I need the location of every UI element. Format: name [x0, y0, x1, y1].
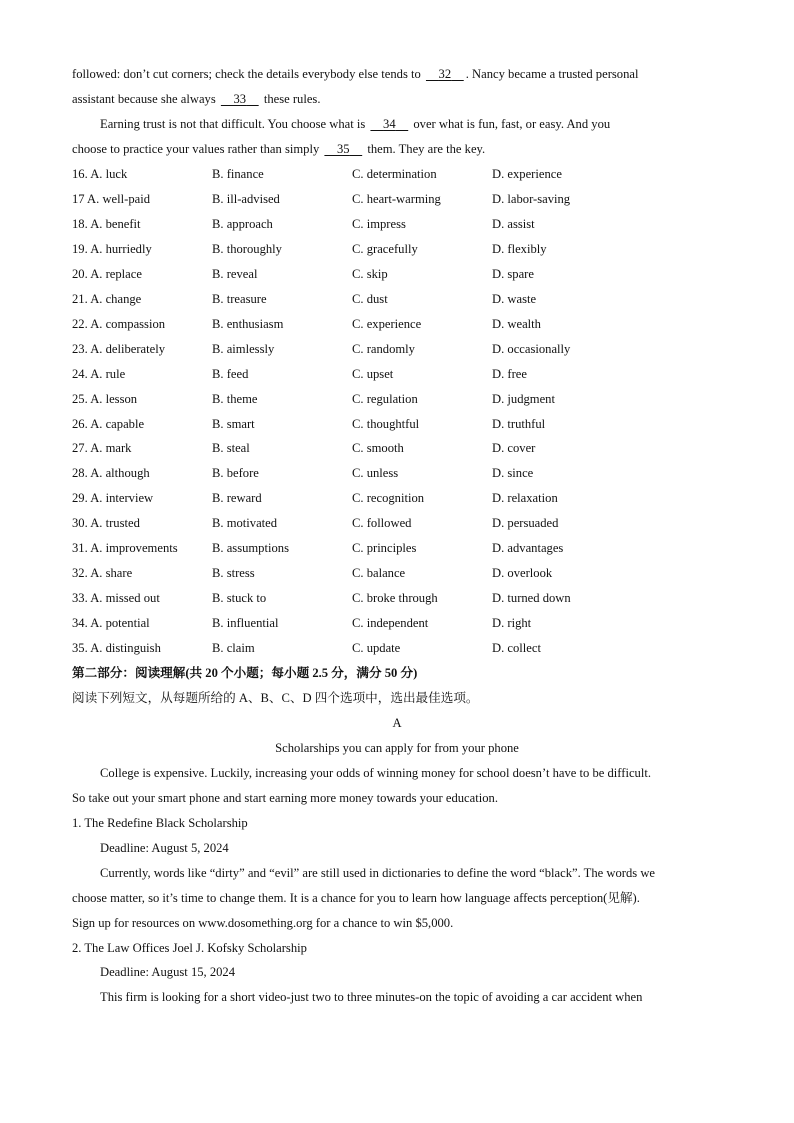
question-row [72, 341, 732, 357]
option-d: D. persuaded [492, 516, 559, 531]
option-d: D. flexibly [492, 241, 547, 256]
option-d: D. labor-saving [492, 191, 571, 206]
question-row [72, 191, 732, 207]
option-a: 17 A. well-paid [72, 191, 150, 206]
option-c: C. independent [352, 616, 429, 631]
option-d: D. assist [492, 216, 535, 231]
option-b: B. ill-advised [212, 191, 280, 206]
question-row [72, 515, 732, 531]
option-b: B. before [212, 466, 259, 481]
option-a: 25. A. lesson [72, 391, 138, 406]
option-c: C. unless [352, 466, 399, 481]
passage-text: them. They are the key. [367, 142, 486, 156]
passage-text: followed: don’t cut corners; check the details everybody else tends to [72, 67, 421, 81]
option-d: D. collect [492, 641, 541, 656]
question-row [72, 266, 732, 282]
question-row [72, 316, 732, 332]
question-row [72, 615, 732, 631]
option-b: B. enthusiasm [212, 316, 284, 331]
item1-title: 1. The Redefine Black Scholarship [72, 816, 248, 830]
option-c: C. experience [352, 316, 422, 331]
question-row [72, 216, 732, 232]
option-a: 26. A. capable [72, 416, 145, 431]
option-b: B. stuck to [212, 591, 267, 606]
question-row [72, 490, 732, 506]
passage-text: choose to practice your values rather than simply [72, 142, 320, 156]
blank-32: 32 [438, 67, 452, 81]
option-c: C. impress [352, 216, 406, 231]
option-a: 34. A. potential [72, 616, 150, 631]
option-b: B. claim [212, 641, 255, 656]
option-b: B. aimlessly [212, 341, 275, 356]
passage-line-4 [72, 141, 722, 157]
item2-text-1: This firm is looking for a short video-just two to three minutes-on the topic of avoiding a car accident when [100, 990, 643, 1004]
passage-text: over what is fun, fast, or easy. And you [413, 117, 611, 131]
item1-text-3: Sign up for resources on www.dosomething.org for a chance to win $5,000. [72, 916, 454, 930]
option-d: D. experience [492, 167, 562, 181]
question-row [72, 440, 732, 456]
option-b: B. feed [212, 366, 249, 381]
option-a: 35. A. distinguish [72, 641, 161, 656]
option-d: D. truthful [492, 416, 546, 431]
passage-text: assistant because she always [72, 92, 216, 106]
option-c: C. recognition [352, 491, 425, 506]
option-b: B. treasure [212, 291, 267, 306]
question-row [72, 540, 732, 556]
question-row [72, 166, 732, 182]
question-row [72, 590, 732, 606]
option-d: D. overlook [492, 566, 553, 581]
option-d: D. judgment [492, 391, 555, 406]
option-c: C. regulation [352, 391, 418, 406]
option-a: 19. A. hurriedly [72, 241, 152, 256]
option-a: 33. A. missed out [72, 591, 160, 606]
option-a: 18. A. benefit [72, 216, 141, 231]
option-b: B. stress [212, 566, 255, 581]
option-a: 21. A. change [72, 291, 142, 306]
passage-line-2 [72, 91, 722, 107]
question-row [72, 416, 732, 432]
blank-33: 33 [233, 92, 247, 106]
option-a: 27. A. mark [72, 441, 132, 456]
item2-title: 2. The Law Offices Joel J. Kofsky Scholarship [72, 941, 307, 955]
question-row [72, 391, 732, 407]
item1-deadline: Deadline: August 5, 2024 [100, 841, 229, 855]
option-b: B. theme [212, 391, 258, 406]
option-b: B. assumptions [212, 541, 289, 556]
option-b: B. reveal [212, 266, 258, 281]
option-b: B. thoroughly [212, 241, 282, 256]
option-c: C. randomly [352, 341, 415, 356]
section-instruction: 阅读下列短文，从每题所给的 A、B、C、D 四个选项中，选出最佳选项。 [72, 691, 479, 705]
option-a: 31. A. improvements [72, 541, 178, 556]
option-c: C. smooth [352, 441, 404, 456]
option-a: 24. A. rule [72, 366, 126, 381]
option-b: B. influential [212, 616, 279, 631]
option-d: D. advantages [492, 541, 564, 556]
option-c: C. principles [352, 541, 417, 556]
option-a: 32. A. share [72, 566, 133, 581]
option-a: 28. A. although [72, 466, 150, 481]
option-b: B. approach [212, 216, 273, 231]
question-row [72, 366, 732, 382]
item2-deadline: Deadline: August 15, 2024 [100, 965, 236, 979]
question-row [72, 291, 732, 307]
option-c: C. skip [352, 266, 388, 281]
passage-text: Earning trust is not that difficult. You choose what is [100, 117, 366, 131]
item1-text-1: Currently, words like “dirty” and “evil” are still used in dictionaries to define the word “black”. The words we [100, 866, 655, 880]
passage-label: A [392, 716, 402, 730]
option-a: 20. A. replace [72, 266, 142, 281]
option-c: C. upset [352, 366, 394, 381]
option-c: C. determination [352, 167, 437, 181]
blank-35: 35 [337, 142, 350, 156]
option-a: 30. A. trusted [72, 516, 140, 531]
item1-text-2: choose matter, so it’s time to change them. It is a chance for you to learn how language affects perception(见解). [72, 891, 640, 905]
option-d: D. turned down [492, 591, 571, 606]
option-c: C. followed [352, 516, 412, 531]
option-b: B. motivated [212, 516, 278, 531]
passage-text: these rules. [263, 92, 321, 106]
option-b: B. steal [212, 441, 250, 456]
option-d: D. cover [492, 441, 536, 456]
option-b: B. smart [212, 416, 255, 431]
option-d: D. relaxation [492, 491, 558, 506]
option-c: C. thoughtful [352, 416, 420, 431]
option-c: C. broke through [352, 591, 438, 606]
option-c: C. gracefully [352, 241, 418, 256]
option-d: D. since [492, 466, 534, 481]
option-d: D. free [492, 366, 527, 381]
passage-line-1 [72, 66, 722, 82]
question-row [72, 465, 732, 481]
passage-line-3 [100, 116, 722, 132]
option-d: D. wealth [492, 316, 541, 331]
option-a: 23. A. deliberately [72, 341, 166, 356]
option-c: C. dust [352, 291, 388, 306]
question-row [72, 241, 732, 257]
blank-34: 34 [383, 117, 396, 131]
passage-text: . Nancy became a trusted personal [465, 67, 639, 81]
section-heading: 第二部分：阅读理解(共 20 个小题；每小题 2.5 分，满分 50 分) [72, 666, 418, 680]
option-d: D. spare [492, 266, 534, 281]
option-c: C. balance [352, 566, 406, 581]
option-a: 29. A. interview [72, 491, 154, 506]
passage-title: Scholarships you can apply for from your phone [275, 741, 519, 755]
option-a: 22. A. compassion [72, 316, 166, 331]
option-c: C. update [352, 641, 401, 656]
option-d: D. occasionally [492, 341, 571, 356]
question-row [72, 565, 732, 581]
intro-line-2: So take out your smart phone and start earning more money towards your education. [72, 791, 498, 805]
option-d: D. right [492, 616, 532, 631]
intro-line-1: College is expensive. Luckily, increasing your odds of winning money for school doesn’t have to be difficult. [100, 766, 651, 780]
question-row [72, 640, 732, 656]
option-c: C. heart-warming [352, 191, 441, 206]
option-d: D. waste [492, 291, 537, 306]
option-b: B. finance [212, 167, 264, 181]
option-b: B. reward [212, 491, 262, 506]
option-a: 16. A. luck [72, 167, 128, 181]
